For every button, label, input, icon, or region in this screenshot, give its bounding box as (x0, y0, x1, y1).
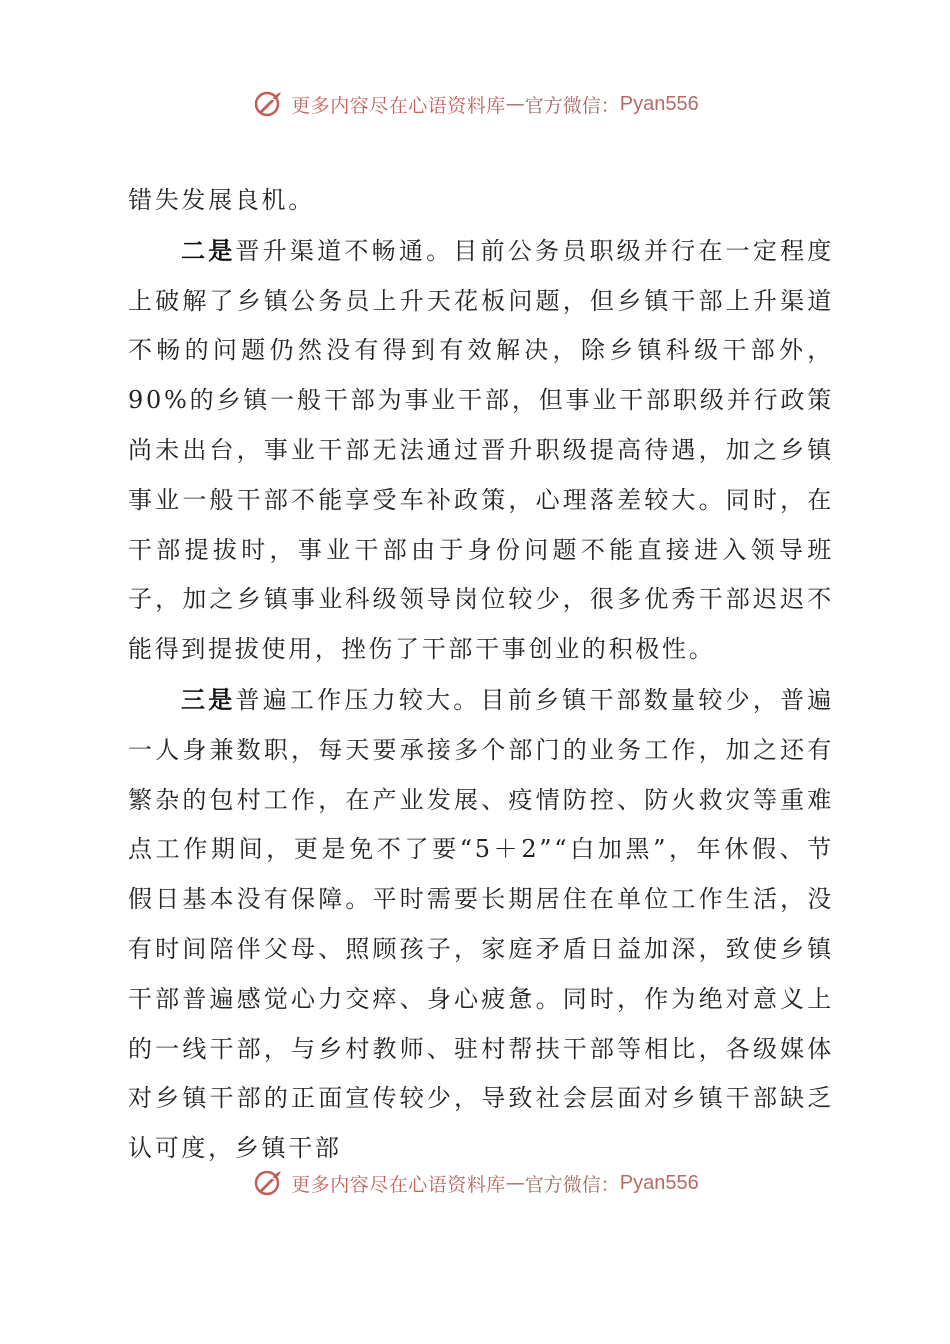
header-wechat-label: 官方微信： (524, 94, 620, 117)
paragraph-text: 晋升渠道不畅通。目前公务员职级并行在一定程度上破解了乡镇公务员上升天花板问题，但乡镇干部上升渠道不畅的问题仍然没有得到有效解决，除乡镇科级干部外，90%的乡镇一般干部为事业干部，但事业干部职级并行政策尚未出台，事业干部无法通过晋升职级提高待遇，加之乡镇事业一般干部不能享受车补政策，心理落差较大。同时，在干部提拔时，事业干部由于身份问题不能直接进入领导班子，加之乡镇事业科级领导岗位较少，很多优秀干部迟迟不能得到提拔使用，挫伤了干部干事创业的积极性。 (128, 236, 834, 664)
paragraph-lead: 三是 (181, 684, 236, 714)
paragraph-third-point (128, 675, 834, 1174)
pen-logo-icon (251, 86, 287, 122)
footer-separator: — (505, 1172, 525, 1194)
paragraph-text: 普遍工作压力较大。目前乡镇干部数量较少，普遍一人身兼数职，每天要承接多个部门的业务工作，加之还有繁杂的包村工作，在产业发展、疫情防控、防火救灾等重难点工作期间，更是免不了要“5＋2”“白加黑”，年休假、节假日基本没有保障。平时需要长期居住在单位工作生活，没有时间陪伴父母、照顾孩子，家庭矛盾日益加深，致使乡镇干部普遍感觉心力交瘁、身心疲惫。同时，作为绝对意义上的一线干部，与乡村教师、驻村帮扶干部等相比，各级媒体对乡镇干部的正面宣传较少，导致社会层面对乡镇干部缺乏认可度，乡镇干部 (128, 685, 834, 1163)
footer-brand: 更多内容尽在心语资料库 (291, 1173, 506, 1196)
paragraph-continuation (128, 176, 834, 226)
paragraph-text: 错失发展良机。 (128, 186, 315, 214)
paragraph-second-point (128, 226, 834, 675)
footer-wechat-id: Pyan556 (619, 1171, 699, 1194)
document-body (128, 176, 834, 1174)
paragraph-lead: 二是 (181, 235, 236, 265)
header-separator: — (505, 93, 525, 115)
header-banner (0, 84, 950, 124)
footer-banner (0, 1163, 950, 1203)
header-brand: 更多内容尽在心语资料库 (291, 94, 506, 117)
footer-wechat-label: 官方微信： (524, 1173, 620, 1196)
pen-logo-icon (251, 1165, 287, 1201)
header-wechat-id: Pyan556 (619, 92, 699, 115)
